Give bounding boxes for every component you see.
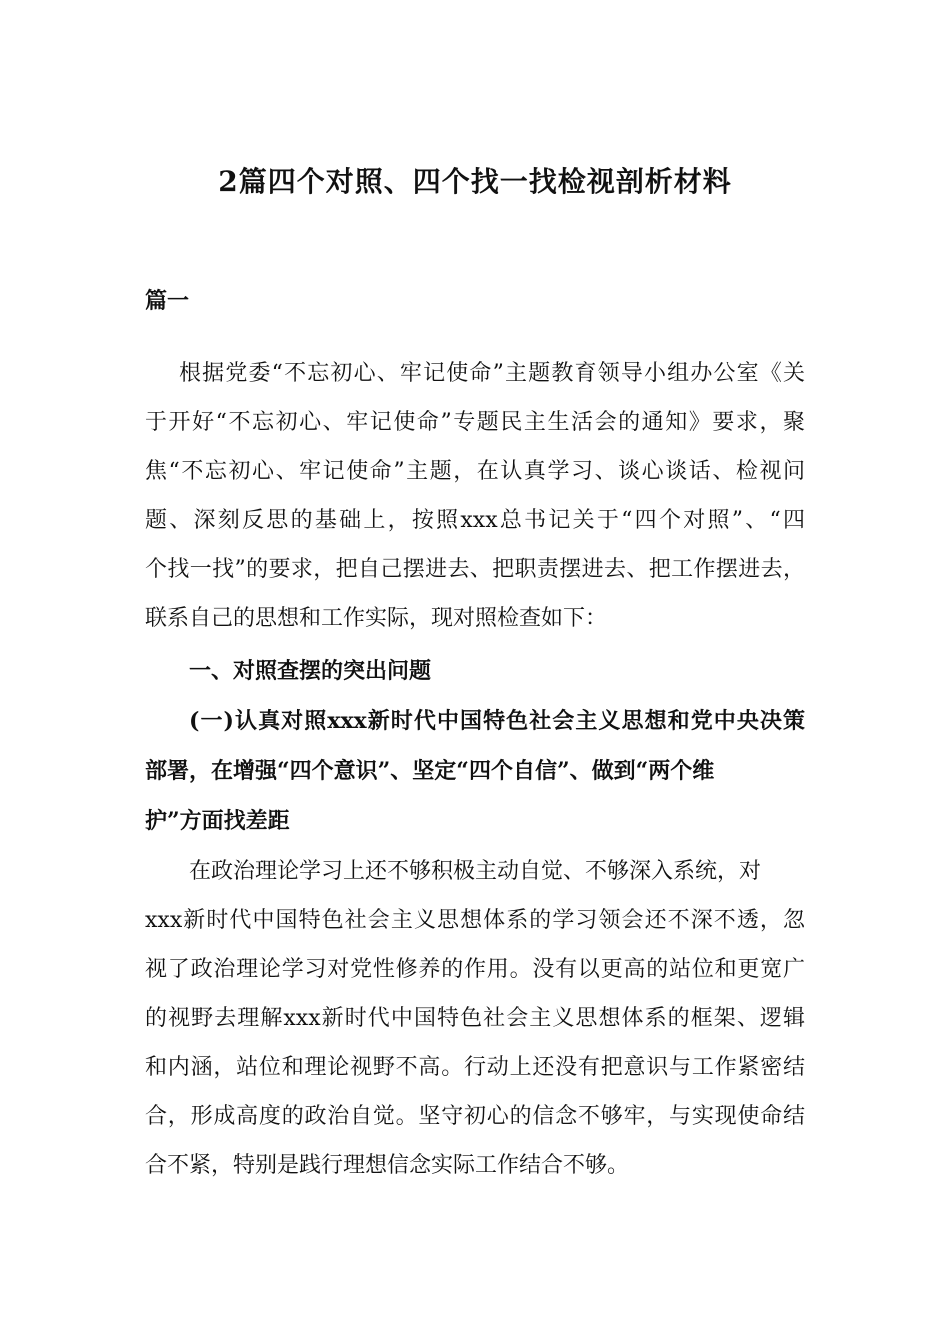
paragraph-line: xxx新时代中国特色社会主义思想体系的学习领会还不深不透，忽 (145, 908, 805, 933)
subheading-line: (一)认真对照xxx新时代中国特色社会主义思想和党中央决策 (189, 708, 805, 734)
paragraph-line: 根据党委“不忘初心、牢记使命”主题教育领导小组办公室《关 (179, 361, 805, 386)
paragraph-line: 合，形成高度的政治自觉。坚守初心的信念不够牢，与实现使命结 (145, 1104, 805, 1129)
document-title: 2篇四个对照、四个找一找检视剖析材料 (218, 165, 732, 198)
paragraph-line: 联系自己的思想和工作实际，现对照检查如下： (145, 606, 608, 631)
paragraph-line: 的视野去理解xxx新时代中国特色社会主义思想体系的框架、逻辑 (145, 1006, 805, 1031)
subheading-line: 护”方面找差距 (145, 808, 290, 834)
section-heading: 一、对照查摆的突出问题 (189, 658, 432, 684)
paragraph-line: 于开好“不忘初心、牢记使命”专题民主生活会的通知》要求，聚 (145, 410, 805, 435)
paragraph-line: 和内涵，站位和理论视野不高。行动上还没有把意识与工作紧密结 (145, 1055, 805, 1080)
paragraph-line: 在政治理论学习上还不够积极主动自觉、不够深入系统，对 (189, 859, 762, 884)
section-label: 篇一 (145, 288, 190, 314)
paragraph-line: 题、深刻反思的基础上，按照xxx总书记关于“四个对照”、“四 (145, 508, 805, 533)
paragraph-line: 焦“不忘初心、牢记使命”主题，在认真学习、谈心谈话、检视问 (145, 459, 805, 484)
paragraph-line: 视了政治理论学习对党性修养的作用。没有以更高的站位和更宽广 (145, 957, 805, 982)
paragraph-line: 合不紧，特别是践行理想信念实际工作结合不够。 (145, 1153, 630, 1178)
paragraph-line: 个找一找”的要求，把自己摆进去、把职责摆进去、把工作摆进去， (145, 557, 805, 582)
subheading-line: 部署，在增强“四个意识”、坚定“四个自信”、做到“两个维 (145, 758, 715, 784)
